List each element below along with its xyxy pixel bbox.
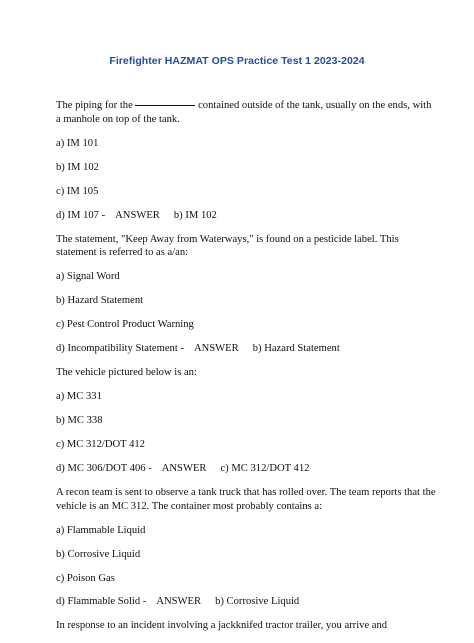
question-2-option-b: b) Hazard Statement: [56, 295, 144, 307]
question-1-answer-line: [56, 209, 436, 223]
document-title: Firefighter HAZMAT OPS Practice Test 1 2023-2024: [109, 55, 365, 67]
question-4-option-c: c) Poison Gas: [56, 572, 115, 584]
question-1-option-d: d) IM 107 -: [56, 209, 106, 221]
question-5-stem: In response to an incident involving a jackknifed tractor trailer, you arrive and: [56, 620, 388, 632]
question-3-option-c: c) MC 312/DOT 412: [56, 438, 145, 450]
question-1-stem: The piping for the contained outside of the tank, usually on the ends, with a manhole on top of the tank.: [56, 100, 432, 125]
question-3-answer-line: [56, 462, 436, 476]
answer-label: ANSWER: [156, 596, 202, 608]
question-2-stem: The statement, "Keep Away from Waterways," is found on a pesticide label. This statement is referred to as a/an:: [56, 233, 399, 259]
answer-value: b) IM 102: [173, 209, 217, 221]
question-3-option-b: b) MC 338: [56, 415, 103, 426]
question-3-option-d: d) MC 306/DOT 406 -: [56, 462, 152, 474]
question-2-option-c: c) Pest Control Product Warning: [56, 319, 194, 331]
question-3-option-a: a) MC 331: [56, 391, 102, 403]
question-4-option-d: d) Flammable Solid -: [56, 596, 147, 608]
answer-label: ANSWER: [115, 209, 160, 221]
question-1-option-a: a) IM 101: [56, 137, 99, 149]
question-4-answer-line: [56, 595, 436, 609]
answer-value: c) MC 312/DOT 412: [220, 462, 310, 474]
answer-label: ANSWER: [193, 343, 239, 355]
question-2-option-a: a) Signal Word: [56, 271, 120, 283]
question-1-option-b: b) IM 102: [56, 161, 99, 173]
answer-label: ANSWER: [161, 462, 207, 474]
question-4-stem: A recon team is sent to observe a tank truck that has rolled over. The team reports that the vehicle is an MC 312. The container most probably contains a:: [56, 486, 436, 512]
question-1-option-c: c) IM 105: [56, 185, 99, 197]
question-3-stem: The vehicle pictured below is an:: [56, 367, 197, 379]
question-4-option-b: b) Corrosive Liquid: [56, 548, 141, 560]
answer-value: b) Hazard Statement: [252, 343, 340, 355]
answer-value: b) Corrosive Liquid: [215, 596, 300, 608]
question-2-answer-line: [56, 342, 436, 356]
document-body: [56, 99, 436, 643]
question-2-option-d: d) Incompatibility Statement -: [56, 343, 184, 355]
fill-in-blank: [135, 105, 195, 106]
question-4-option-a: a) Flammable Liquid: [56, 524, 146, 536]
